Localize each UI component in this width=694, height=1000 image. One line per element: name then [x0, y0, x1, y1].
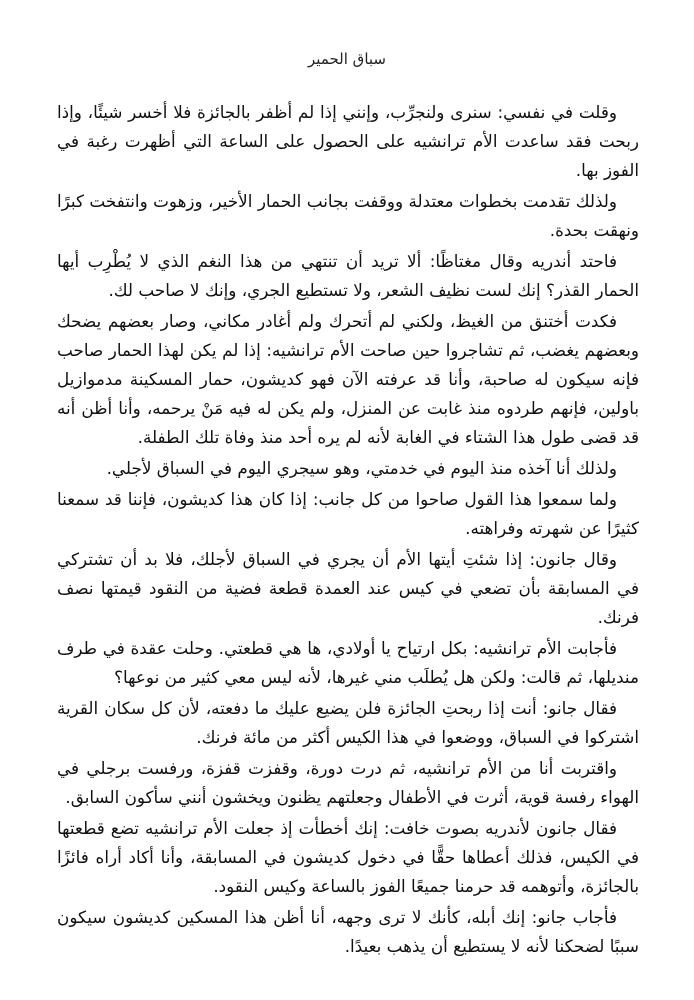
paragraph: ولذلك تقدمت بخطوات معتدلة ووقفت بجانب الحمار الأخير، وزهوت وانتفخت كبرًا ونهقت بحدة.: [57, 191, 639, 240]
paragraph: ولذلك أنا آخذه منذ اليوم في خدمتي، وهو سيجري اليوم في السباق لأجلي.: [106, 458, 617, 478]
paragraph: فقال جانون لأندريه بصوت خافت: إنك أخطأت إذ جعلت الأم ترانشيه تضع قطعتها في الكيس، فذلك أعطاها حقًّا في دخول كديشون في المسابقة، وأنا أكاد أراه فائزًا بالجائزة، وأتوهمه قد حرمنا جميعًا الفوز بالساعة وكيس النقود.: [57, 818, 639, 896]
paragraph: ولما سمعوا هذا القول صاحوا من كل جانب: إذا كان هذا كديشون، فإننا قد سمعنا كثيرًا عن شهرته وفراهته.: [57, 489, 639, 538]
body-text: [57, 98, 639, 963]
paragraph: فكدت أختنق من الغيظ، ولكني لم أتحرك ولم أغادر مكاني، وصار بعضهم يضحك وبعضهم يغضب، ثم تشاجروا حين صاحت الأم ترانشيه: إذا لم يكن لهذا الحمار صاحب فإنه سيكون له صاحبة، وأنا قد عرفته الآن فهو كديشون، حمار المسكينة مدموازيل باولين، فإنهم طردوه منذ غابت عن المنزل، ولم يكن له فيه مَنْ يرحمه، وأنا أظن أنه قد قضى طول هذا الشتاء في الغابة لأنه لم يره أحد منذ وفاة تلك الطفلة.: [57, 311, 639, 447]
page-title: سباق الحمير: [308, 50, 386, 68]
paragraph: وقال جانون: إذا شئتِ أيتها الأم أن يجري في السباق لأجلك، فلا بد أن تشتركي في المسابقة بأن تضعي في كيس عند العمدة قطعة فضية من النقود قيمتها نصف فرنك.: [57, 549, 639, 627]
paragraph: وقلت في نفسي: سنرى ولنجرِّب، وإنني إذا لم أظفر بالجائزة فلا أخسر شيئًا، وإذا ربحت فقد ساعدت الأم ترانشيه على الحصول على الساعة التي أظهرت رغبة في الفوز بها.: [57, 102, 639, 180]
paragraph: واقتربت أنا من الأم ترانشيه، ثم درت دورة، وقفزت قفزة، ورفست برجلي في الهواء رفسة قوية، أثرت في الأطفال وجعلتهم يظنون ويخشون أنني سأكون السابق.: [57, 758, 639, 807]
paragraph: فأجابت الأم ترانشيه: بكل ارتياح يا أولادي، ها هي قطعتي. وحلت عقدة في طرف منديلها، ثم قالت: ولكن هل يُطلَب مني غيرها، لأنه ليس معي كثير من نوعها؟: [57, 638, 639, 687]
paragraph: فاحتد أندريه وقال مغتاظًا: ألا تريد أن تنتهي من هذا النغم الذي لا يُطْرِب أيها الحمار القذر؟ إنك لست نظيف الشعر، ولا تستطيع الجري، وإنك لا صاحب لك.: [57, 251, 639, 300]
paragraph: فقال جانو: أنت إذا ربحتِ الجائزة فلن يضيع عليك ما دفعته، لأن كل سكان القرية اشتركوا في السباق، ووضعوا في هذا الكيس أكثر من مائة فرنك.: [57, 698, 639, 747]
paragraph: فأجاب جانو: إنك أبله، كأنك لا ترى وجهه، أنا أظن هذا المسكين كديشون سيكون سببًا لضحكنا لأنه لا يستطيع أن يذهب بعيدًا.: [57, 907, 639, 956]
